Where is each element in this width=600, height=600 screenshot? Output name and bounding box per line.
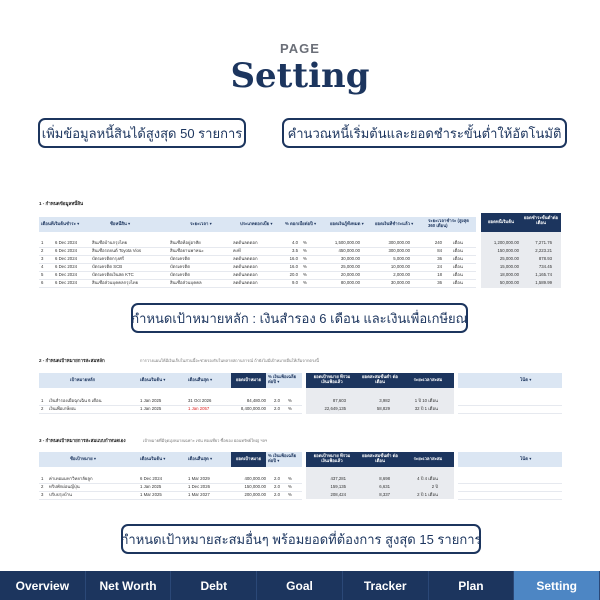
callout-main-goal: กำหนดเป้าหมายหลัก : เงินสำรอง 6 เดือน และเงินเพื่อเกษียณ — [131, 303, 468, 333]
percent-sign: % — [303, 264, 307, 269]
cell-unit: เดือน — [453, 280, 463, 285]
calc-header: ยอดสะสมขั้นต่ำ ต่อเดือน — [362, 374, 398, 384]
cell-goal-target[interactable]: 400,000.00 — [244, 476, 266, 481]
cell-debt-name[interactable]: บัตรเครดิตกรุงศรี — [92, 256, 125, 261]
cell-goal-inflation[interactable]: 2.0 — [274, 492, 280, 497]
row-number: 3 — [41, 492, 44, 497]
col-header[interactable]: ระยะเวลา ▾ — [190, 221, 212, 226]
percent-sign: % — [288, 398, 292, 403]
bottom-nav — [0, 571, 600, 600]
cell-goal-end[interactable]: 1 Dec 2026 — [188, 484, 210, 489]
col-header[interactable]: ยอดเงินที่ชำระแล้ว ▾ — [375, 221, 414, 226]
row-number: 2 — [41, 248, 44, 253]
cell-start-debt: 150,000.00 — [497, 248, 519, 253]
row-number: 4 — [41, 264, 44, 269]
col-header[interactable]: เดือนสิ้นสุด ▾ — [188, 456, 213, 461]
col-header[interactable]: เดือนเริ่มต้น ▾ — [140, 456, 166, 461]
cell-debt-type[interactable]: สินเชื่อส่วนบุคคล — [170, 280, 202, 285]
cell-start-debt: 1,200,000.00 — [493, 240, 519, 245]
cell-rate[interactable]: 16.0 — [289, 264, 298, 269]
cell-start-date[interactable]: 6 Dec 2024 — [55, 264, 77, 269]
row-number: 6 — [41, 280, 44, 285]
cell-min-pay: 1,165.74 — [535, 272, 552, 277]
cell-debt-type[interactable]: บัตรเครดิต — [170, 264, 191, 269]
other-goal-title: 3 - กำหนดเป้าหมายการสะสมแบบกำหนดเอง — [39, 438, 126, 443]
cell-debt-name[interactable]: บัตรเครดิต SCB — [92, 264, 123, 269]
cell-goal-monthly: 3,982 — [379, 398, 390, 403]
page-kicker: PAGE — [280, 41, 320, 56]
cell-goal-monthly: 6,631 — [379, 484, 390, 489]
calc-header: ยอดชำระขั้นต่ำต่อเดือน — [523, 215, 559, 225]
nav-tab-overview[interactable]: Overview — [0, 571, 86, 600]
row-number: 1 — [41, 398, 44, 403]
cell-rate[interactable]: 3.5 — [292, 248, 298, 253]
cell-loan[interactable]: 1,500,000.00 — [334, 240, 360, 245]
cell-goal-monthly: 8,698 — [379, 476, 390, 481]
cell-goal-end[interactable]: 31 Oct 2026 — [188, 398, 212, 403]
cell-paid[interactable]: 5,000.00 — [393, 256, 410, 261]
nav-tab-tracker[interactable]: Tracker — [343, 571, 429, 600]
cell-unit: เดือน — [453, 264, 463, 269]
cell-min-pay: 734.45 — [538, 264, 552, 269]
calc-header: ระยะเวลาสะสม — [413, 377, 443, 382]
cell-goal-target[interactable]: 200,000.00 — [244, 492, 266, 497]
percent-sign: % — [303, 248, 307, 253]
cell-rate[interactable]: 16.0 — [289, 256, 298, 261]
cell-rate-type[interactable]: คงที่ — [233, 248, 241, 253]
percent-sign: % — [303, 280, 307, 285]
main-goal-note: การวางแผนให้มีเงินเก็บในส่วนนี้จะช่วยรองรับในหลายสถานการณ์ ถ้ายังไม่มีเป้าหมายอื่นให้เริ่มจากตรงนี้ — [140, 358, 319, 363]
col-header: ระยะเวลาชำระ (สูงสุด 360 เดือน) — [428, 218, 470, 228]
cell-debt-name[interactable]: บัตรเครดิตเงินสด KTC — [92, 272, 134, 277]
cell-goal-target[interactable]: 84,480.00 — [246, 398, 266, 403]
row-number: 5 — [41, 272, 44, 277]
cell-goal-monthly: 58,829 — [376, 406, 390, 411]
cell-goal-monthly: 8,337 — [379, 492, 390, 497]
cell-debt-name[interactable]: สินเชื่อส่วนบุคคลกรุงไทย — [92, 280, 139, 285]
cell-goal-period: 4 ปี 4 เดือน — [417, 476, 438, 481]
cell-rate[interactable]: 4.0 — [292, 240, 298, 245]
cell-rate-type[interactable]: ลดต้นลดดอก — [233, 264, 258, 269]
row-divider — [458, 483, 562, 484]
cell-min-pay: 1,589.99 — [535, 280, 552, 285]
cell-debt-name[interactable]: สินเชื่อบ้านกรุงไทย — [92, 240, 128, 245]
col-header[interactable]: % เงินเฟ้อเฉลี่ยต่อปี ▾ — [268, 374, 297, 384]
cell-goal-adjusted: 437,281 — [330, 476, 346, 481]
cell-goal-name[interactable]: เงินเพื่อเกษียณ — [49, 406, 76, 411]
cell-goal-start[interactable]: 1 Jan 2025 — [140, 484, 162, 489]
nav-tab-goal[interactable]: Goal — [257, 571, 343, 600]
cell-goal-name[interactable]: เงินสำรองเผื่อฉุกเฉิน 6 เดือน — [49, 398, 102, 403]
cell-term[interactable]: 240 — [434, 240, 442, 245]
cell-loan[interactable]: 80,000.00 — [340, 280, 360, 285]
row-number: 2 — [41, 406, 44, 411]
nav-tab-debt[interactable]: Debt — [171, 571, 257, 600]
cell-goal-inflation[interactable]: 2.0 — [274, 476, 280, 481]
cell-start-date[interactable]: 6 Dec 2024 — [55, 248, 77, 253]
col-header[interactable]: % ดอกเบี้ยต่อปี ▾ — [285, 221, 317, 226]
cell-goal-start[interactable]: 1 Jan 2025 — [140, 398, 162, 403]
cell-term[interactable]: 18 — [437, 272, 442, 277]
col-header: ยอดเป้าหมาย — [235, 456, 262, 461]
cell-goal-adjusted: 87,603 — [332, 398, 346, 403]
percent-sign: % — [288, 476, 292, 481]
cell-paid[interactable]: 10,000.00 — [390, 264, 410, 269]
percent-sign: % — [288, 406, 292, 411]
cell-paid[interactable]: 300,000.00 — [388, 248, 410, 253]
cell-rate-type[interactable]: ลดต้นลดดอก — [233, 240, 258, 245]
callout-debt-limit: เพิ่มข้อมูลหนี้สินได้สูงสุด 50 รายการ — [38, 118, 246, 148]
cell-goal-inflation[interactable]: 2.0 — [274, 398, 280, 403]
cell-goal-name[interactable]: ค่าเทอมมหาวิทยาลัยลูก — [49, 476, 93, 481]
cell-start-date[interactable]: 6 Dec 2024 — [55, 280, 77, 285]
cell-start-date[interactable]: 6 Dec 2024 — [55, 256, 77, 261]
cell-rate-type[interactable]: ลดต้นลดดอก — [233, 280, 258, 285]
cell-goal-period: 1 ปี 10 เดือน — [414, 398, 438, 403]
cell-goal-end[interactable]: 1 Jan 2057 — [188, 406, 210, 411]
percent-sign: % — [288, 484, 292, 489]
cell-start-debt: 50,000.00 — [499, 280, 519, 285]
row-number: 2 — [41, 484, 44, 489]
cell-loan[interactable]: 20,000.00 — [340, 272, 360, 277]
cell-goal-start[interactable]: 6 Dec 2024 — [140, 476, 162, 481]
cell-debt-type[interactable]: บัตรเครดิต — [170, 256, 191, 261]
callout-auto-calc: คำนวณหนี้เริ่มต้นและยอดชำระขั้นต่ำให้อัตโนมัติ — [282, 118, 567, 148]
cell-paid[interactable]: 30,000.00 — [390, 280, 410, 285]
cell-debt-name[interactable]: สินเชื่อรถยนต์ Toyota Vios — [92, 248, 142, 253]
cell-start-date[interactable]: 6 Dec 2024 — [55, 272, 77, 277]
col-header: ยอดเป้าหมาย — [235, 377, 262, 382]
col-header[interactable]: เดือนเริ่มต้น ▾ — [140, 377, 166, 382]
nav-tab-plan[interactable]: Plan — [429, 571, 515, 600]
cell-unit: เดือน — [453, 272, 463, 277]
percent-sign: % — [303, 256, 307, 261]
cell-goal-adjusted: 208,424 — [330, 492, 346, 497]
debt-section-title: 1 - กำหนดข้อมูลหนี้สิน — [39, 201, 84, 206]
col-header[interactable]: เดือนสิ้นสุด ▾ — [188, 377, 213, 382]
cell-goal-name[interactable]: ทริปพักผ่อนญี่ปุ่น — [49, 484, 80, 489]
calc-header: ระยะเวลาสะสม — [413, 456, 443, 461]
cell-goal-period: 2 ปี 1 เดือน — [417, 492, 438, 497]
other-goal-note: เป้าหมายที่มีจุดมุ่งหมายเฉพาะ เช่น ท่องเที่ยว ซื้อของ ผ่อนทรัพย์ใหญ่ ฯลฯ — [143, 438, 268, 443]
calc-header: ยอดสะสมขั้นต่ำ ต่อเดือน — [362, 453, 398, 463]
cell-goal-period: 32 ปี 1 เดือน — [414, 406, 438, 411]
col-header[interactable]: ชื่อเป้าหมาย ▾ — [70, 456, 97, 461]
cell-rate[interactable]: 20.0 — [289, 272, 298, 277]
cell-goal-adjusted: 22,649,135 — [324, 406, 346, 411]
cell-goal-adjusted: 159,135 — [330, 484, 346, 489]
cell-term[interactable]: 24 — [437, 264, 442, 269]
cell-paid[interactable]: 2,000.00 — [393, 272, 410, 277]
note-header[interactable]: โน้ต ▾ — [520, 377, 532, 382]
col-header[interactable]: ชื่อหนี้สิน ▾ — [110, 221, 131, 226]
note-header[interactable]: โน้ต ▾ — [520, 456, 532, 461]
cell-goal-end[interactable]: 1 Mar 2027 — [188, 492, 210, 497]
cell-term[interactable]: 36 — [437, 280, 442, 285]
cell-rate-type[interactable]: ลดต้นลดดอก — [233, 272, 258, 277]
nav-tab-setting[interactable]: Setting — [514, 571, 600, 600]
cell-loan[interactable]: 25,000.00 — [340, 264, 360, 269]
cell-debt-type[interactable]: สินเชื่อที่อยู่อาศัย — [170, 240, 201, 245]
row-divider — [458, 499, 562, 500]
row-number: 1 — [41, 240, 44, 245]
cell-min-pay: 7,271.76 — [535, 240, 552, 245]
cell-goal-inflation[interactable]: 2.0 — [274, 484, 280, 489]
cell-goal-period: 2 ปี — [431, 484, 438, 489]
nav-tab-net-worth[interactable]: Net Worth — [86, 571, 172, 600]
row-number: 1 — [41, 476, 44, 481]
calc-header: ยอดเป้าหมาย ที่รวมเงินเฟ้อแล้ว — [313, 453, 351, 463]
page-title: Setting — [230, 56, 370, 96]
cell-loan[interactable]: 30,000.00 — [340, 256, 360, 261]
col-header[interactable]: % เงินเฟ้อเฉลี่ยต่อปี ▾ — [268, 453, 297, 463]
cell-debt-type[interactable]: บัตรเครดิต — [170, 272, 191, 277]
row-number: 3 — [41, 256, 44, 261]
cell-min-pay: 878.93 — [538, 256, 552, 261]
percent-sign: % — [288, 492, 292, 497]
cell-unit: เดือน — [453, 256, 463, 261]
row-divider — [458, 491, 562, 492]
cell-start-debt: 18,000.00 — [499, 272, 519, 277]
percent-sign: % — [303, 240, 307, 245]
col-header[interactable]: ยอดเงินกู้ทั้งหมด ▾ — [330, 221, 364, 226]
calc-header: ยอดเป้าหมาย ที่รวมเงินเฟ้อแล้ว — [313, 374, 351, 384]
cell-paid[interactable]: 300,000.00 — [388, 240, 410, 245]
cell-goal-inflation[interactable]: 2.0 — [274, 406, 280, 411]
cell-debt-type[interactable]: สินเชื่อยานพาหนะ — [170, 248, 204, 253]
cell-start-debt: 15,000.00 — [499, 264, 519, 269]
cell-min-pay: 2,223.21 — [535, 248, 552, 253]
cell-unit: เดือน — [453, 248, 463, 253]
cell-start-debt: 25,000.00 — [499, 256, 519, 261]
cell-start-date[interactable]: 6 Dec 2024 — [55, 240, 77, 245]
cell-unit: เดือน — [453, 240, 463, 245]
cell-goal-start[interactable]: 1 Mar 2025 — [140, 492, 162, 497]
calc-header: ยอดหนี้เริ่มต้น — [488, 219, 514, 224]
cell-goal-name[interactable]: ปรับปรุงบ้าน — [49, 492, 72, 497]
cell-rate-type[interactable]: ลดต้นลดดอก — [233, 256, 258, 261]
col-header[interactable]: เดือนที่เริ่มต้นชำระ ▾ — [41, 221, 80, 226]
cell-term[interactable]: 36 — [437, 256, 442, 261]
cell-goal-start[interactable]: 1 Jan 2025 — [140, 406, 162, 411]
cell-loan[interactable]: 450,000.00 — [338, 248, 360, 253]
callout-other-goals: กำหนดเป้าหมายสะสมอื่นๆ พร้อมยอดที่ต้องการ สูงสุด 15 รายการ — [121, 524, 481, 554]
cell-term[interactable]: 84 — [437, 248, 442, 253]
cell-rate[interactable]: 9.0 — [292, 280, 298, 285]
main-goal-title: 2 - กำหนดเป้าหมายการสะสมหลัก — [39, 358, 105, 363]
cell-goal-target[interactable]: 150,000.00 — [244, 484, 266, 489]
percent-sign: % — [303, 272, 307, 277]
cell-goal-target[interactable]: 8,400,000.00 — [240, 406, 266, 411]
row-divider — [39, 499, 302, 500]
cell-goal-end[interactable]: 1 Mar 2029 — [188, 476, 210, 481]
col-header: เป้าหมายหลัก — [70, 377, 96, 382]
col-header[interactable]: ประเภทดอกเบี้ย ▾ — [240, 221, 273, 226]
